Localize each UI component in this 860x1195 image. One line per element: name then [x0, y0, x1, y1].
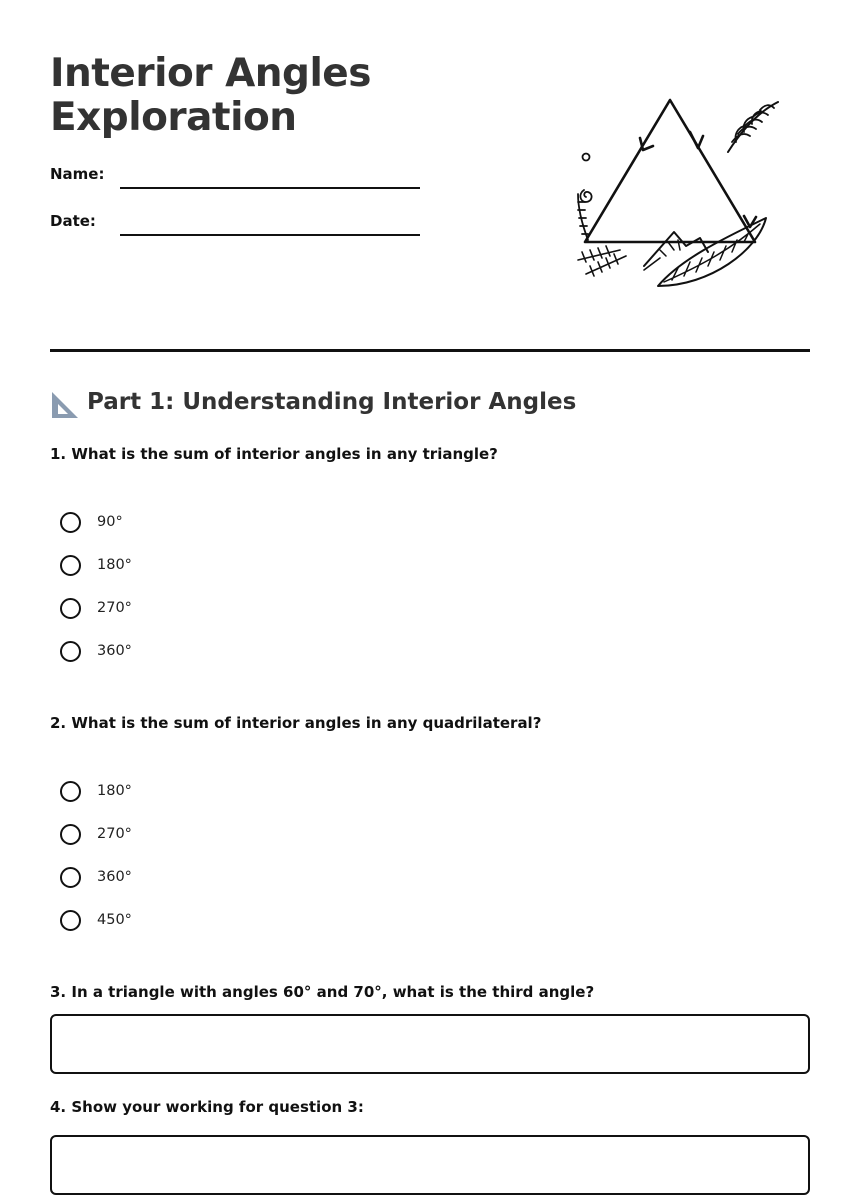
- question-4-text: 4. Show your working for question 3:: [50, 1098, 364, 1116]
- q1-option-3[interactable]: [60, 595, 132, 621]
- radio-button[interactable]: [60, 867, 81, 888]
- page-title: Interior Angles Exploration: [50, 51, 371, 140]
- question-3-answer-box[interactable]: [50, 1014, 810, 1074]
- q2-option-3[interactable]: [60, 864, 132, 890]
- radio-button[interactable]: [60, 555, 81, 576]
- section-divider: [50, 349, 810, 352]
- option-label: 180°: [97, 557, 132, 573]
- radio-button[interactable]: [60, 910, 81, 931]
- option-label: 180°: [97, 783, 132, 799]
- set-square-icon: [50, 390, 80, 420]
- date-label: Date:: [50, 212, 96, 230]
- part-1-title: Part 1: Understanding Interior Angles: [87, 389, 577, 415]
- radio-button[interactable]: [60, 598, 81, 619]
- q2-option-2[interactable]: [60, 821, 132, 847]
- q1-option-1[interactable]: [60, 509, 123, 535]
- name-label: Name:: [50, 165, 105, 183]
- radio-button[interactable]: [60, 641, 81, 662]
- question-3-text: 3. In a triangle with angles 60° and 70°, what is the third angle?: [50, 983, 595, 1001]
- q2-option-1[interactable]: [60, 778, 132, 804]
- option-label: 360°: [97, 869, 132, 885]
- option-label: 270°: [97, 600, 132, 616]
- option-label: 90°: [97, 514, 123, 530]
- triangle-botanical-illustration: [560, 90, 790, 300]
- q1-option-4[interactable]: [60, 638, 132, 664]
- q1-option-2[interactable]: [60, 552, 132, 578]
- q2-option-4[interactable]: [60, 907, 132, 933]
- question-2-text: 2. What is the sum of interior angles in any quadrilateral?: [50, 714, 542, 732]
- option-label: 360°: [97, 643, 132, 659]
- option-label: 450°: [97, 912, 132, 928]
- radio-button[interactable]: [60, 781, 81, 802]
- date-field[interactable]: [120, 234, 420, 236]
- question-1-text: 1. What is the sum of interior angles in any triangle?: [50, 445, 498, 463]
- option-label: 270°: [97, 826, 132, 842]
- name-field[interactable]: [120, 187, 420, 189]
- radio-button[interactable]: [60, 512, 81, 533]
- radio-button[interactable]: [60, 824, 81, 845]
- question-4-answer-box[interactable]: [50, 1135, 810, 1195]
